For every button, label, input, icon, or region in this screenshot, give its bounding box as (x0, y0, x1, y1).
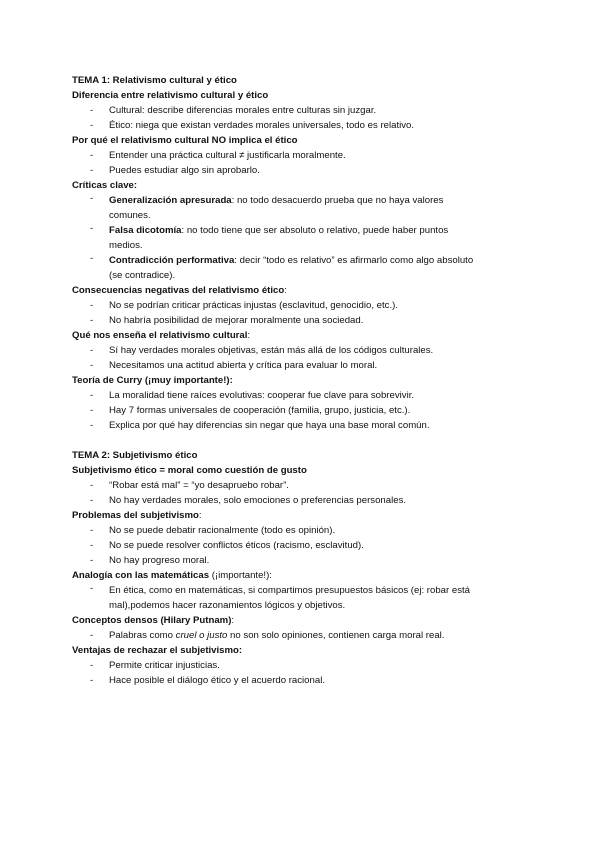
list-item: - La moralidad tiene raíces evolutivas: cooperar fue clave para sobrevivir. (90, 390, 415, 401)
list-item: - Palabras como cruel o justo no son solo opiniones, contienen carga moral real. (90, 630, 445, 641)
list-item: - No hay progreso moral. (90, 555, 210, 566)
tema1-s4-heading: Consecuencias negativas del relativismo ético: (72, 285, 287, 296)
list-item: - Generalización apresurada: no todo desacuerdo prueba que no haya valores comunes. (90, 193, 444, 221)
tema1-title: TEMA 1: Relativismo cultural y ético (72, 75, 237, 86)
list-item: - No se podrían criticar prácticas injustas (esclavitud, genocidio, etc.). (90, 300, 399, 311)
list-item: - Hay 7 formas universales de cooperación (familia, grupo, justicia, etc.). (90, 405, 411, 416)
list-item: - Entender una práctica cultural ≠ justificarla moralmente. (90, 150, 346, 161)
tema2-s2-heading: Problemas del subjetivismo: (72, 510, 202, 521)
tema1-s2-heading: Por qué el relativismo cultural NO implica el ético (72, 135, 298, 146)
list-item: - Permite criticar injusticias. (90, 660, 220, 671)
list-item: - No se puede debatir racionalmente (todo es opinión). (90, 525, 336, 536)
tema1-s3-heading: Críticas clave: (72, 180, 138, 191)
list-item: - No habría posibilidad de mejorar moralmente una sociedad. (90, 315, 364, 326)
tema2-s5-heading: Ventajas de rechazar el subjetivismo: (72, 645, 243, 656)
tema2-s1-heading: Subjetivismo ético = moral como cuestión de gusto (72, 465, 307, 476)
list-item: - Falsa dicotomía: no todo tiene que ser absoluto o relativo, puede haber puntos medios. (90, 223, 449, 251)
list-item: - En ética, como en matemáticas, si compartimos presupuestos básicos (ej: robar está mal),podemos hacer razonamientos lógicos y objetivos. (90, 583, 470, 611)
document-body (72, 73, 542, 688)
list-item: - Puedes estudiar algo sin aprobarlo. (90, 165, 260, 176)
tema2-s4-heading: Conceptos densos (Hilary Putnam): (72, 615, 235, 626)
tema2-title: TEMA 2: Subjetivismo ético (72, 450, 198, 461)
tema2-s3-heading: Analogía con las matemáticas (¡importante!): (72, 570, 272, 581)
section-spacer (72, 433, 542, 448)
list-item: - Contradicción performativa: decir “todo es relativo” es afirmarlo como algo absoluto (se contradice). (90, 253, 474, 281)
list-item: - Hace posible el diálogo ético y el acuerdo racional. (90, 675, 325, 686)
tema1-s5-heading: Qué nos enseña el relativismo cultural: (72, 330, 251, 341)
list-item: - No se puede resolver conflictos éticos (racismo, esclavitud). (90, 540, 364, 551)
list-item: - “Robar está mal” = “yo desapruebo robar”. (90, 480, 289, 491)
list-item: - Sí hay verdades morales objetivas, están más allá de los códigos culturales. (90, 345, 434, 356)
list-item: - No hay verdades morales, solo emociones o preferencias personales. (90, 495, 407, 506)
tema1-s6-heading: Teoría de Curry (¡muy importante!): (72, 375, 233, 386)
list-item: - Necesitamos una actitud abierta y crítica para evaluar lo moral. (90, 360, 378, 371)
tema1-s1-heading: Diferencia entre relativismo cultural y ético (72, 90, 269, 101)
list-item: - Ético: niega que existan verdades morales universales, todo es relativo. (90, 120, 415, 131)
list-item: - Cultural: describe diferencias morales entre culturas sin juzgar. (90, 105, 377, 116)
list-item: - Explica por qué hay diferencias sin negar que haya una base moral común. (90, 420, 430, 431)
